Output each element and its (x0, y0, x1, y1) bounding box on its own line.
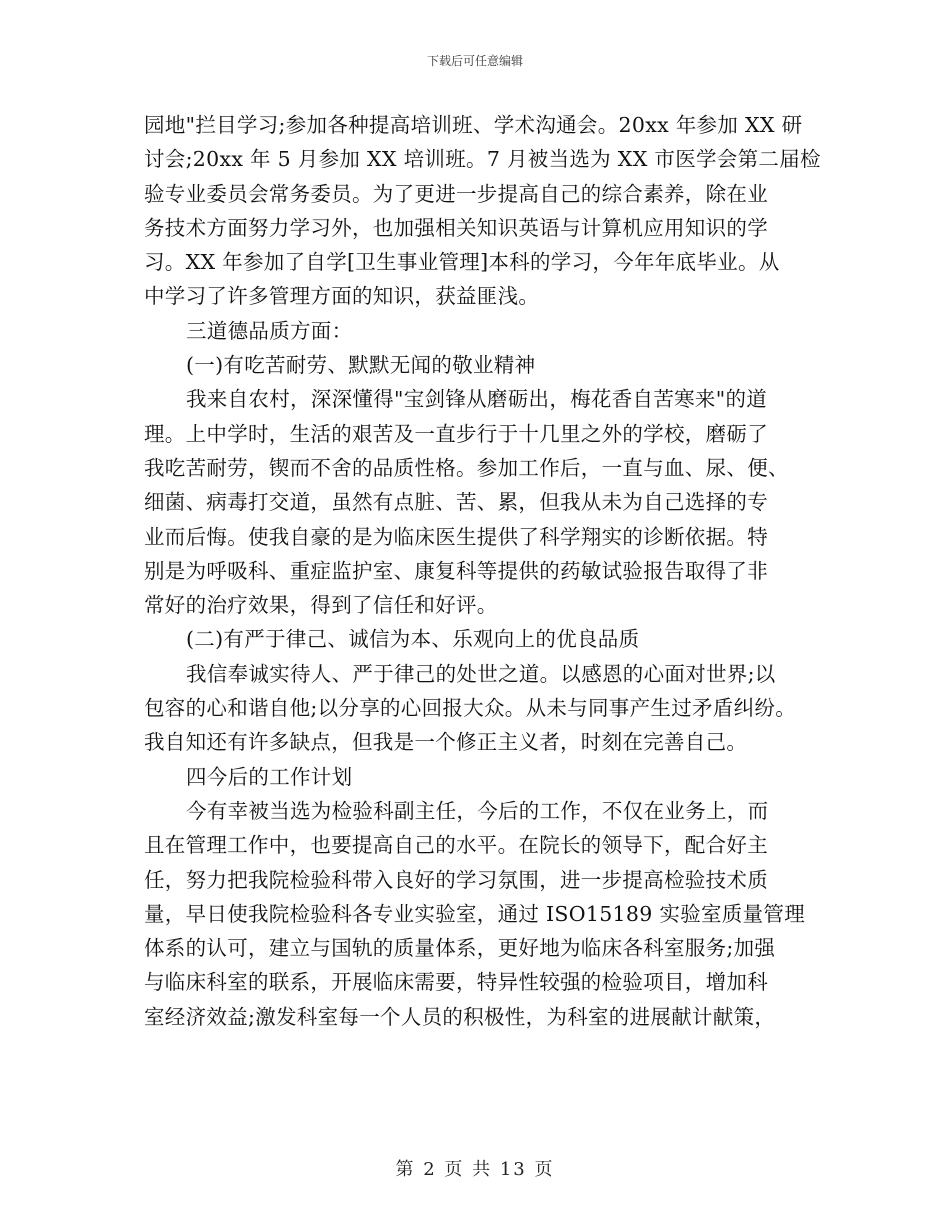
text-line: 我吃苦耐劳，锲而不舍的品质性格。参加工作后，一直与血、尿、便、 (144, 455, 789, 480)
page-number: 第 2 页 共 13 页 (395, 1159, 555, 1180)
text-line: 与临床科室的联系，开展临床需要，特异性较强的检验项目，增加科 (144, 970, 768, 995)
text-line: 理。上中学时，生活的艰苦及一直步行于十几里之外的学校，磨砺了 (144, 421, 768, 446)
text-line: 我信奉诚实待人、严于律己的处世之道。以感恩的心面对世界;以 (186, 661, 776, 686)
text-line: 今有幸被当选为检验科副主任，今后的工作，不仅在业务上，而 (186, 798, 769, 823)
text-line: 习。XX 年参加了自学[卫生事业管理]本科的学习，今年年底毕业。从 (144, 250, 780, 275)
text-line: 验专业委员会常务委员。为了更进一步提高自己的综合素养，除在业 (144, 181, 768, 206)
text-line: 细菌、病毒打交道，虽然有点脏、苦、累，但我从未为自己选择的专 (144, 490, 768, 515)
text-line: 我来自农村，深深懂得"宝剑锋从磨砺出，梅花香自苦寒来"的道 (186, 387, 768, 412)
text-line: 常好的治疗效果，得到了信任和好评。 (144, 593, 498, 618)
text-line: 讨会;20xx 年 5 月参加 XX 培训班。7 月被当选为 XX 市医学会第二届检 (144, 147, 821, 172)
text-line: 务技术方面努力学习外，也加强相关知识英语与计算机应用知识的学 (144, 215, 768, 240)
text-line: 园地"拦目学习;参加各种提高培训班、学术沟通会。20xx 年参加 XX 研 (144, 113, 803, 137)
text-line: (二)有严于律己、诚信为本、乐观向上的优良品质 (186, 627, 640, 652)
page-header: 下载后可任意编辑 (426, 54, 523, 68)
text-line: 包容的心和谐自他;以分享的心回报大众。从未与同事产生过矛盾纠纷。 (144, 696, 797, 721)
text-line: 室经济效益;激发科室每一个人员的积极性，为科室的进展献计献策， (144, 1004, 776, 1029)
text-line: 任，努力把我院检验科带入良好的学习氛围，进一步提高检验技术质 (144, 867, 768, 892)
text-line: 别是为呼吸科、重症监护室、康复科等提供的药敏试验报告取得了非 (144, 558, 768, 583)
text-line: 且在管理工作中，也要提高自己的水平。在院长的领导下，配合好主 (144, 833, 768, 858)
text-line: 我自知还有许多缺点，但我是一个修正主义者，时刻在完善自己。 (144, 730, 748, 755)
text-line: 三道德品质方面： (186, 318, 353, 343)
text-line: 体系的认可，建立与国轨的质量体系，更好地为临床各科室服务;加强 (144, 936, 776, 961)
document-body (144, 108, 824, 1034)
text-line: 中学习了许多管理方面的知识，获益匪浅。 (144, 284, 540, 309)
text-line: 量，早日使我院检验科各专业实验室，通过 ISO15189 实验室质量管理 (144, 901, 805, 926)
text-line: 业而后悔。使我自豪的是为临床医生提供了科学翔实的诊断依据。特 (144, 524, 768, 549)
text-line: (一)有吃苦耐劳、默默无闻的敬业精神 (186, 353, 536, 378)
text-line: 四今后的工作计划 (186, 764, 353, 789)
